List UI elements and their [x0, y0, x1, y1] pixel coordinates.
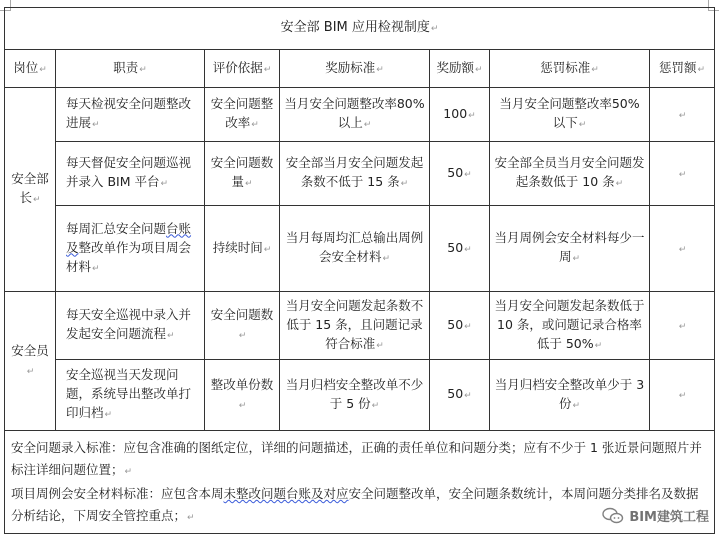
reward-standard-cell: 当月安全问题发起条数不低于 15 条，且问题记录符合标准↵ — [280, 292, 430, 360]
reward-amount-cell: 100↵ — [430, 88, 490, 142]
table-row — [5, 292, 715, 360]
penalty-standard-cell: 安全部全员当月安全问题发起条数低于 10 条↵ — [490, 142, 650, 206]
note-entry-standard: 安全问题录入标准：应包含准确的图纸定位，详细的问题描述，正确的责任单位和问题分类；应有不少于 1 张近景问题照片并标注详细问题位置；↵ — [11, 440, 702, 477]
duty-cell: 每天督促安全问题巡视并录入 BIM 平台↵ — [56, 142, 205, 206]
table-row — [5, 206, 715, 292]
reward-standard-cell: 当月每周均汇总输出周例会安全材料↵ — [280, 206, 430, 292]
duty-cell: 每周汇总安全问题台账及整改单作为项目周会材料↵ — [56, 206, 205, 292]
header-cell: 奖励额↵ — [430, 50, 490, 88]
penalty-standard-cell: 当月安全问题发起条数低于 10 条，或问题记录合格率低于 50%↵ — [490, 292, 650, 360]
basis-cell: 持续时间↵ — [205, 206, 280, 292]
table-row — [5, 142, 715, 206]
reward-standard-cell: 安全部当月安全问题发起条数不低于 15 条↵ — [280, 142, 430, 206]
watermark-text: BIM建筑工程 — [629, 510, 709, 525]
table-row — [5, 360, 715, 431]
penalty-amount-cell: ↵ — [650, 292, 715, 360]
basis-cell: 安全问题数↵ — [205, 292, 280, 360]
table-title: 安全部 BIM 应用检视制度↵ — [5, 8, 715, 50]
header-cell: 评价依据↵ — [205, 50, 280, 88]
duty-cell: 每天安全巡视中录入并发起安全问题流程↵ — [56, 292, 205, 360]
duty-cell: 安全巡视当天发现问题，系统导出整改单打印归档↵ — [56, 360, 205, 431]
role-cell: 安全员↵ — [5, 292, 56, 431]
reward-amount-cell: 50↵ — [430, 142, 490, 206]
table-row — [5, 88, 715, 142]
role-cell: 安全部长↵ — [5, 88, 56, 292]
penalty-amount-cell: ↵ — [650, 206, 715, 292]
reward-standard-cell: 当月安全问题整改率80%以上↵ — [280, 88, 430, 142]
header-cell: 惩罚标准↵ — [490, 50, 650, 88]
penalty-amount-cell: ↵ — [650, 142, 715, 206]
header-cell: 奖励标准↵ — [280, 50, 430, 88]
chat-bubbles-icon — [602, 507, 624, 525]
penalty-standard-cell: 当月归档安全整改单少于 3 份↵ — [490, 360, 650, 431]
inspection-table — [4, 7, 715, 534]
header-cell: 岗位↵ — [5, 50, 56, 88]
penalty-standard-cell: 当月周例会安全材料每少一周↵ — [490, 206, 650, 292]
reward-amount-cell: 50↵ — [430, 360, 490, 431]
header-cell: 职责↵ — [56, 50, 205, 88]
basis-cell: 整改单份数↵ — [205, 360, 280, 431]
basis-cell: 安全问题数量↵ — [205, 142, 280, 206]
basis-cell: 安全问题整改率↵ — [205, 88, 280, 142]
reward-amount-cell: 50↵ — [430, 292, 490, 360]
header-cell: 惩罚额↵ — [650, 50, 715, 88]
note-weekly-material-standard: 项目周例会安全材料标准：应包含本周未整改问题台账及对应安全问题整改单，安全问题条数统计，本周问题分类排名及数据分析结论，下周安全管控重点；↵ — [11, 486, 699, 523]
penalty-amount-cell: ↵ — [650, 88, 715, 142]
table-header-row — [5, 50, 715, 88]
penalty-amount-cell: ↵ — [650, 360, 715, 431]
duty-cell: 每天检视安全问题整改进展↵ — [56, 88, 205, 142]
penalty-standard-cell: 当月安全问题整改率50%以下↵ — [490, 88, 650, 142]
watermark — [602, 506, 709, 525]
reward-amount-cell: 50↵ — [430, 206, 490, 292]
reward-standard-cell: 当月归档安全整改单不少于 5 份↵ — [280, 360, 430, 431]
